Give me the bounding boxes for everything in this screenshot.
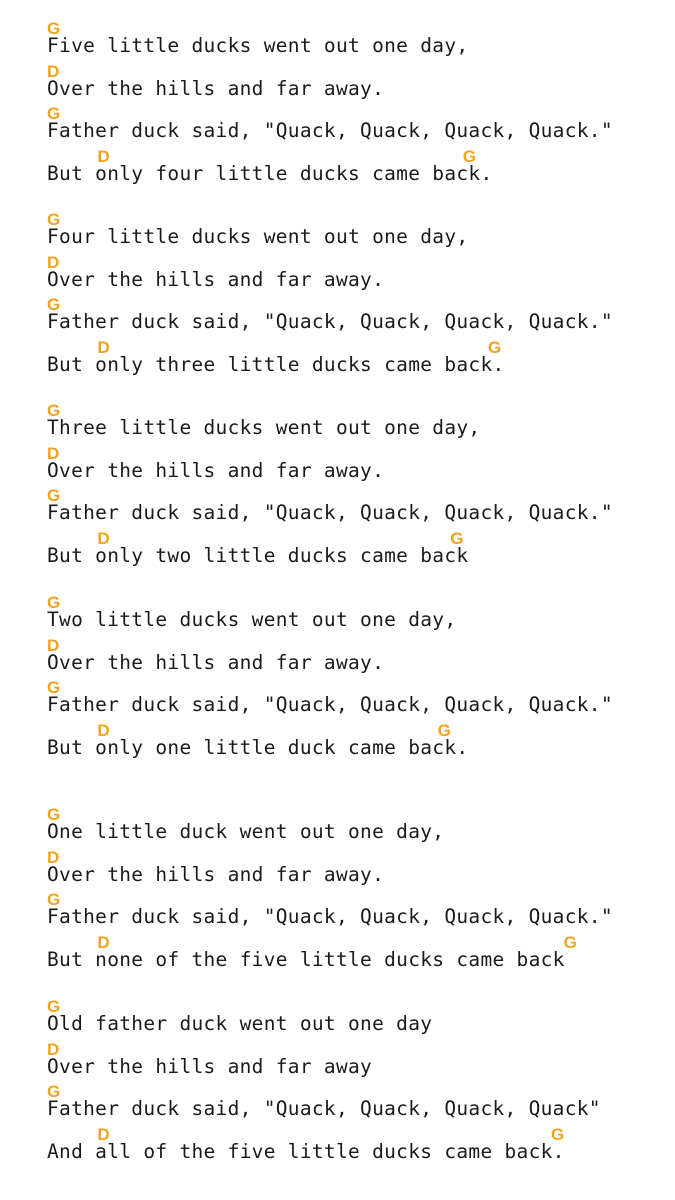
lyric-text: Over the hills and far away. [47,76,385,100]
lyric-text: And all of the five little ducks came back. [47,1139,565,1163]
lyric-line [47,1083,667,1126]
lyric-text: Four little ducks went out one day, [47,225,469,248]
lyric-text: Over the hills and far away. [47,650,385,674]
chord-g: G [450,528,464,548]
chord-g: G [47,1082,61,1102]
chord-d: D [97,146,110,166]
lyric-line [47,1041,667,1084]
lyric-text: Over the hills and far away. [47,267,385,291]
lyric-line [47,296,667,339]
chord-g: G [47,997,61,1016]
chord-d: D [47,635,60,655]
chord-d: D [97,932,110,952]
lyric-text: Over the hills and far away. [47,862,385,886]
lyric-text: Old father duck went out one day [47,1012,433,1035]
chord-g: G [47,890,61,910]
verse [47,998,667,1168]
lyric-line [47,105,667,148]
lyric-line [47,998,667,1041]
chord-d: D [47,443,60,463]
lyric-line [47,1126,667,1169]
chord-g: G [47,678,61,698]
lyric-text: Father duck said, "Quack, Quack, Quack, Quack." [47,119,613,143]
chord-g: G [47,104,61,124]
lyric-line [47,637,667,680]
lyric-text: Father duck said, "Quack, Quack, Quack, Quack." [47,310,613,334]
lyric-line [47,445,667,488]
chord-d: D [47,847,60,867]
chord-g: G [47,486,61,506]
chord-d: D [97,720,110,740]
lyric-line [47,339,667,382]
lyric-line [47,806,667,849]
chord-d: D [97,337,110,357]
lyric-line [47,722,667,765]
chord-g: G [47,19,61,38]
lyric-line [47,254,667,297]
verse [47,594,667,764]
chord-g: G [47,805,61,824]
lyric-line [47,211,667,254]
lyric-line [47,487,667,530]
verse [47,806,667,976]
lyric-text: Five little ducks went out one day, [47,34,469,57]
chord-g: G [551,1124,565,1144]
lyric-line [47,934,667,977]
lyric-text: Father duck said, "Quack, Quack, Quack, Quack." [47,693,613,717]
chord-g: G [462,146,477,166]
chord-d: D [47,1039,60,1059]
lyric-line [47,63,667,106]
chord-g: G [47,401,61,420]
lyric-line [47,530,667,573]
lyric-text: Father duck said, "Quack, Quack, Quack, Quack" [47,1097,601,1121]
lyric-text: Three little ducks went out one day, [47,416,481,439]
chord-d: D [47,252,60,272]
lyric-text: Father duck said, "Quack, Quack, Quack, Quack." [47,501,613,525]
verse [47,402,667,572]
lyric-text: Over the hills and far away [47,1054,373,1078]
lyric-line [47,849,667,892]
lyric-text: Over the hills and far away. [47,458,385,482]
lyric-line [47,402,667,445]
lyric-text: But only two little ducks came back [47,543,469,567]
lyric-line [47,148,667,191]
lyric-line [47,20,667,63]
lyric-line [47,679,667,722]
chord-g: G [488,337,502,357]
lyric-text: But only one little duck came back. [47,735,469,759]
chord-d: D [97,528,110,548]
chord-d: D [97,1124,110,1144]
lyric-text: Two little ducks went out one day, [47,608,457,631]
lyric-text: But only four little ducks came back. [47,161,493,185]
chord-d: D [47,61,60,81]
chord-g: G [47,593,61,612]
verse [47,211,667,381]
lyric-text: Father duck said, "Quack, Quack, Quack, Quack." [47,905,613,929]
chord-g: G [437,720,451,740]
lyric-line [47,891,667,934]
chord-g: G [47,210,61,229]
lyric-text: But none of the five little ducks came back [47,947,565,971]
chord-g: G [563,932,577,952]
verse [47,20,667,190]
lyric-line [47,594,667,637]
lyric-text: But only three little ducks came back. [47,352,505,376]
chord-g: G [47,295,61,315]
lyric-text: One little duck went out one day, [47,820,445,843]
